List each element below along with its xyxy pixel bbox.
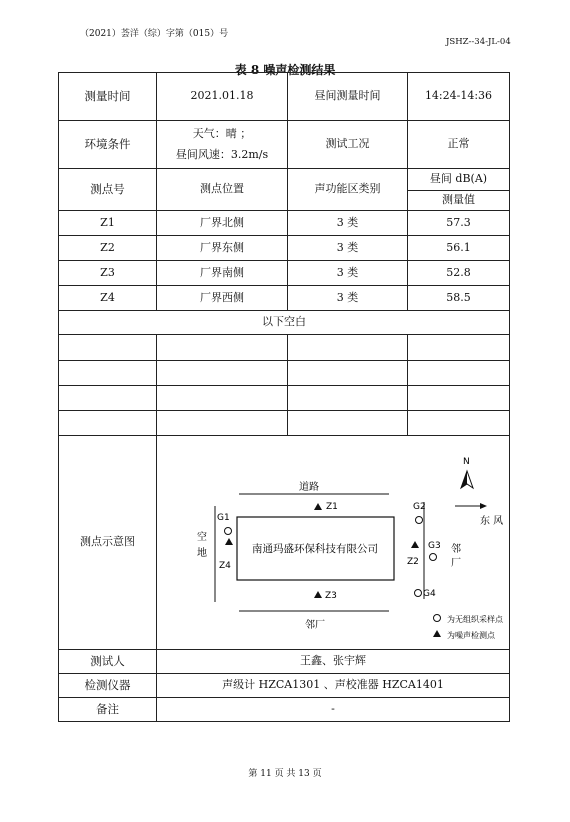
point-location: 厂界北侧 — [157, 211, 288, 236]
south-side: 邻厂 — [305, 620, 325, 631]
g2-circle-icon — [416, 517, 423, 524]
point-zone: 3 类 — [288, 261, 408, 286]
point-location: 厂界东侧 — [157, 236, 288, 261]
z4-label: Z4 — [219, 561, 231, 571]
point-zone: 3 类 — [288, 211, 408, 236]
remark-label: 备注 — [59, 698, 157, 722]
north-label: N — [463, 457, 470, 467]
empty-row — [59, 411, 510, 436]
z1-label: Z1 — [326, 502, 338, 512]
instrument-value: 声级计 HZCA1301 、声校准器 HZCA1401 — [157, 674, 510, 698]
point-value: 56.1 — [408, 236, 510, 261]
time-value: 2021.01.18 — [157, 73, 288, 121]
z2-label: Z2 — [407, 557, 419, 567]
point-value: 52.8 — [408, 261, 510, 286]
wind-label: 东 风 — [480, 516, 504, 527]
wind-arrowhead-icon — [480, 503, 487, 509]
table-row — [59, 211, 510, 236]
z3-label: Z3 — [325, 591, 337, 601]
point-zone: 3 类 — [288, 286, 408, 311]
col-day-db: 昼间 dB(A) — [408, 169, 510, 191]
env-wind: 昼间风速：3.2m/s — [175, 147, 269, 161]
day-time-label: 昼间测量时间 — [288, 73, 408, 121]
point-value: 58.5 — [408, 286, 510, 311]
point-id: Z2 — [59, 236, 157, 261]
col-measured: 测量值 — [408, 191, 510, 211]
z4-triangle-icon — [225, 538, 233, 545]
instrument-label: 检测仪器 — [59, 674, 157, 698]
table-row — [59, 236, 510, 261]
empty-row — [59, 386, 510, 411]
day-time-value: 14:24-14:36 — [408, 73, 510, 121]
site-diagram — [157, 436, 509, 649]
tester-value: 王鑫、张宇辉 — [157, 650, 510, 674]
point-id: Z3 — [59, 261, 157, 286]
condition-label: 测试工况 — [288, 121, 408, 169]
table-row — [59, 286, 510, 311]
noise-results-table — [58, 72, 510, 722]
env-label: 环境条件 — [59, 121, 157, 169]
g1-label: G1 — [217, 513, 230, 523]
empty-row — [59, 361, 510, 386]
env-weather: 天气：晴 ； — [192, 126, 252, 140]
col-zone: 声功能区类别 — [288, 169, 408, 211]
page-footer: 第 11 页 共 13 页 — [248, 769, 322, 779]
east-side-1: 邻 — [451, 544, 461, 555]
point-location: 厂界西侧 — [157, 286, 288, 311]
env-value — [157, 121, 288, 169]
remark-value: - — [157, 698, 510, 722]
g2-label: G2 — [413, 502, 426, 512]
legend-circle-icon — [434, 615, 441, 622]
table-title: 表 8 噪声检测结果 — [234, 63, 336, 77]
condition-value: 正常 — [408, 121, 510, 169]
point-id: Z4 — [59, 286, 157, 311]
legend-circle-text: 为无组织采样点 — [447, 615, 503, 624]
g1-circle-icon — [225, 528, 232, 535]
g3-circle-icon — [430, 554, 437, 561]
west-side-2: 地 — [197, 548, 207, 559]
col-point-id: 测点号 — [59, 169, 157, 211]
tester-label: 测试人 — [59, 650, 157, 674]
point-id: Z1 — [59, 211, 157, 236]
document-code: JSHZ--34-JL-04 — [446, 37, 511, 47]
empty-row — [59, 335, 510, 361]
time-label: 测量时间 — [59, 73, 157, 121]
g4-label: G4 — [423, 589, 436, 599]
diagram-cell — [157, 436, 510, 650]
company-name: 南通玛盛环保科技有限公司 — [252, 543, 378, 555]
point-value: 57.3 — [408, 211, 510, 236]
east-side-2: 厂 — [451, 558, 461, 569]
table-row — [59, 261, 510, 286]
z1-triangle-icon — [314, 503, 322, 510]
road-label: 道路 — [299, 482, 319, 493]
diagram-label: 测点示意图 — [59, 436, 157, 650]
legend-triangle-text: 为噪声检测点 — [447, 631, 495, 640]
z3-triangle-icon — [314, 591, 322, 598]
document-number: （2021）荟洋（综）字第（015）号 — [80, 29, 229, 39]
g4-circle-icon — [415, 590, 422, 597]
point-zone: 3 类 — [288, 236, 408, 261]
point-location: 厂界南侧 — [157, 261, 288, 286]
blank-note: 以下空白 — [59, 311, 510, 335]
west-side-1: 空 — [197, 532, 207, 543]
z2-triangle-icon — [411, 541, 419, 548]
g3-label: G3 — [428, 541, 441, 551]
legend-triangle-icon — [433, 630, 441, 637]
col-location: 测点位置 — [157, 169, 288, 211]
